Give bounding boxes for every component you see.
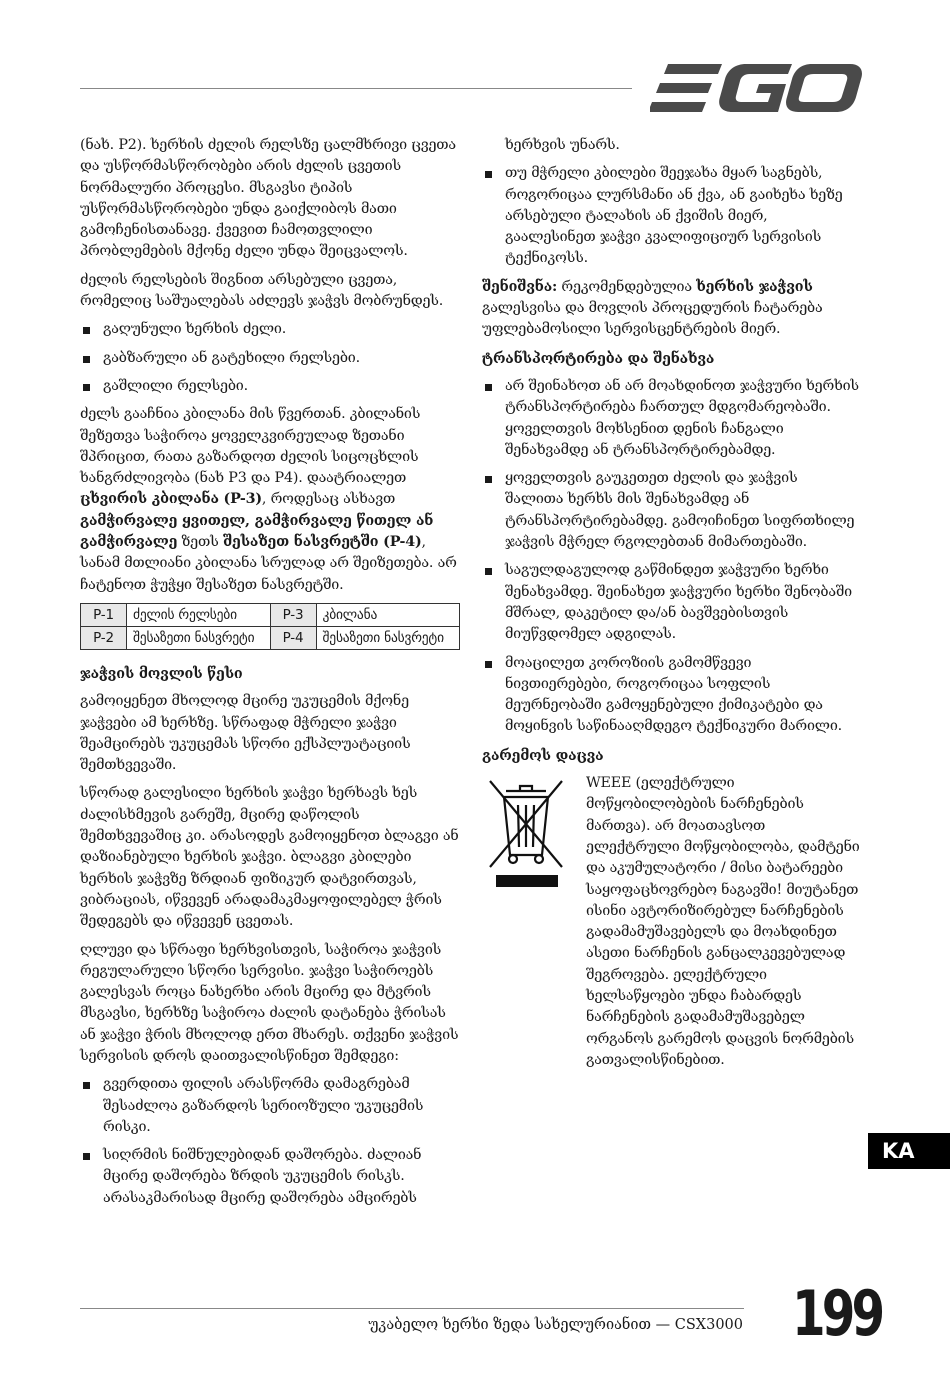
weee-block	[482, 773, 860, 1071]
table-cell: P-1	[81, 603, 127, 626]
paragraph	[80, 404, 463, 596]
section-title: ტრანსპორტირება და შენახვა	[482, 350, 715, 367]
table-cell: P-3	[270, 603, 316, 626]
text-run: ზეთს	[177, 534, 219, 551]
bold-text: გამჭირვალე ყვითელ, გამჭირვალე წითელ ან გამჭირვალე	[80, 512, 434, 551]
list-item: ყოველთვის გაუკეთეთ ძელის და ჯაჭვის შალითა ხერხს მის შენახვამდე ან ტრანსპორტირებამდე. გამოიჩინეთ სიფრთხილე ჯაჭვის მჭრელ რგოლებთან მიმართებაში.	[482, 468, 860, 553]
table-cell: P-4	[270, 626, 316, 649]
left-column	[80, 135, 463, 1216]
paragraph: ძელის რელსების შიგნით არსებული ცვეთა, რომელიც საშუალებას აძლევს ჯაჭვს მობრუნდეს.	[80, 271, 444, 310]
parts-table	[80, 603, 460, 650]
table-cell: შესაზეთი ნასვრეტი	[127, 626, 271, 649]
ego-logo	[650, 62, 862, 114]
paragraph: სწორად გალესილი ხერხის ჯაჭვი ხერხავს ხეს ძალისხმევის გარეშე, მცირე დაწოლის შემთხვევაშიც კი. არასოდეს გამოიყენოთ ბლაგვი ან დაზიანებული ხერხის ჯაჭვი. ბლაგვი კბილები ხერხის ჯაჭვზე ზრდიან ფიზიკურ დატვირთვას, ვიბრაციას, იწვევენ არადამაკმაყოფილებელ ჭრის შედეგებს და იწვევენ ცვეთას.	[80, 785, 459, 930]
table-row	[81, 603, 460, 626]
list-item: გაშლილი რელსები.	[80, 376, 463, 397]
crossed-bin-icon	[482, 773, 572, 1071]
bullet-list	[482, 163, 860, 269]
text-run: ძელს გააჩნია კბილანა მის წვერთან. კბილანის შეზეთვა საჭიროა ყოველკვირეულად ზეთანი შპრიცით, რათა გაზარდოთ ძელის სიცოცხლის ხანგრძლივობა (ნახ P3 და P4). დაატრიალეთ	[80, 406, 421, 487]
bold-text: ცხვირის კბილანა (P-3)	[80, 491, 262, 508]
paragraph: გამოიყენეთ მხოლოდ მცირე უკუცემის მქონე ჯაჭვები ამ ხერხზე. სწრაფად მჭრელი ჯაჭვი შეამცირებს უკუცემას სწორი ექსპლუატაციის შემთხვევაში.	[80, 693, 411, 774]
header-rule	[80, 88, 632, 89]
paragraph: ღლუვი და სწრაფი ხერხვისთვის, საჭიროა ჯაჭვის რეგულარული სწორი სერვისი. ჯაჭვი საჭიროებს გალესვას როცა ნახერხი არის მცირე და მტვრის მსგავსი, ხერხზე საჭიროა ძალის დატანება ჭრისას ან ჯაჭვი ჭრის მხოლოდ ერთ მხარეს. თქვენი ჯაჭვის სერვისის დროს დაითვალისწინეთ შემდეგი:	[80, 941, 459, 1064]
list-item: თუ მჭრელი კბილები შეეჯახა მყარ საგნებს, როგორიცაა ლურსმანი ან ქვა, ან გაიხეხა ხეზე არსებული ტალახის ან ქვიშის მიერ, გაალესინეთ ჯაჭვი კვალიფიციურ სერვისის ტექნიკოსს.	[482, 163, 860, 269]
right-column	[482, 135, 860, 1071]
footer-rule	[80, 1308, 744, 1309]
list-item: გაღუნული ხერხის ძელი.	[80, 319, 463, 340]
text-run: გალესვისა და მოვლის პროცედურის ჩატარება უფლებამოსილი სერვისცენტრების მიერ.	[482, 300, 823, 338]
list-item: მოაცილეთ კოროზიის გამომწვევი ნივთიერებები, როგორიცაა სოფლის მეურნეობაში გამოყენებული ქიმიკატები და მოყინვის საწინააღმდეგო ტექნიკური მარილი.	[482, 653, 860, 738]
text-run: , როდესაც ასხავთ	[261, 491, 396, 508]
weee-text: WEEE (ელექტრული მოწყობილობების ნარჩენების მართვა). არ მოათავსოთ ელექტრული მოწყობილობა, დამტენი და აკუმულატორი / მისი ბატარეები საყოფაცხოვრებო ნაგავში! მიუტანეთ ისინი ავტორიზირებულ ნარჩენების გადამამუშავებელს და მოახდინეთ ასეთი ნარჩენის განცალკევებულად შეგროვება. ელექტრული ხელსაწყოები უნდა ჩაბარდეს ნარჩენების გადამამუშავებელ ორგანოს გარემოს დაცვის ნორმების გათვალისწინებით.	[586, 775, 860, 1068]
table-cell: შესაზეთი ნასვრეტი	[316, 626, 460, 649]
language-tab: KA	[868, 1133, 950, 1169]
note-label: შენიშვნა:	[482, 278, 558, 295]
note-paragraph	[482, 277, 860, 341]
section-title: გარემოს დაცვა	[482, 747, 604, 764]
list-item: გვერდითა ფილის არასწორმა დამაგრებამ შესაძლოა გაზარდოს სერიოზული უკუცემის რისკი.	[80, 1074, 463, 1138]
table-row	[81, 626, 460, 649]
table-cell: კბილანა	[316, 603, 460, 626]
bullet-list	[482, 376, 860, 738]
footer-text: უკაბელო ხერხი ზედა სახელურიანით — CSX3000	[368, 1317, 743, 1333]
bold-text: ხერხის ჯაჭვის	[696, 278, 813, 295]
bullet-list	[80, 1074, 463, 1209]
bold-text: შესაზეთ ნასვრეტში (P-4)	[222, 534, 422, 551]
list-item: საგულდაგულოდ გაწმინდეთ ჯაჭვური ხერხი შენახვამდე. შეინახეთ ჯაჭვური ხერხი შენობაში მშრალ, დაკეტილ და/ან ბავშვებისთვის მიუწვდომელ ადგილას.	[482, 560, 860, 645]
list-item: სიღრმის ნიშნულებიდან დაშორება. ძალიან მცირე დაშორება ზრდის უკუცემის რისკს. არასაკმარისად მცირე დაშორება ამცირებს	[80, 1145, 463, 1209]
paragraph: ხერხვის უნარს.	[505, 137, 620, 153]
table-cell: ძელის რელსები	[127, 603, 271, 626]
section-title: ჯაჭვის მოვლის წესი	[80, 665, 243, 682]
list-item: არ შეინახოთ ან არ მოახდინოთ ჯაჭვური ხერხის ტრანსპორტირება ჩართულ მდგომარეობაში. ყოველთვის მოხსენით დენის ჩანგალი შენახვამდე ან ტრანსპორტირებამდე.	[482, 376, 860, 461]
page-number: 199	[792, 1277, 882, 1350]
text-run: რეკომენდებულია	[557, 278, 697, 295]
table-cell: P-2	[81, 626, 127, 649]
paragraph: (ნახ. P2). ხერხის ძელის რელსზე ცალმხრივი ცვეთა და უსწორმასწორობები არის ძელის ცვეთის ნორმალური პროცესი. მსგავსი ტიპის უსწორმასწორობები უნდა გაიქლიბოს მათი გამოჩენისთანავე. ქვევით ჩამოთვლილი პრობლემების მქონე ძელი უნდა შეიცვალოს.	[80, 137, 456, 260]
text-run: , სანამ მთლიანი კბილანა სრულად არ შეიზეთება. არ ჩატენოთ ჭუჭყი შესაზეთ ნასვრეტში.	[80, 534, 457, 593]
list-item: გაბზარული ან გატეხილი რელსები.	[80, 348, 463, 369]
bullet-list	[80, 319, 463, 397]
